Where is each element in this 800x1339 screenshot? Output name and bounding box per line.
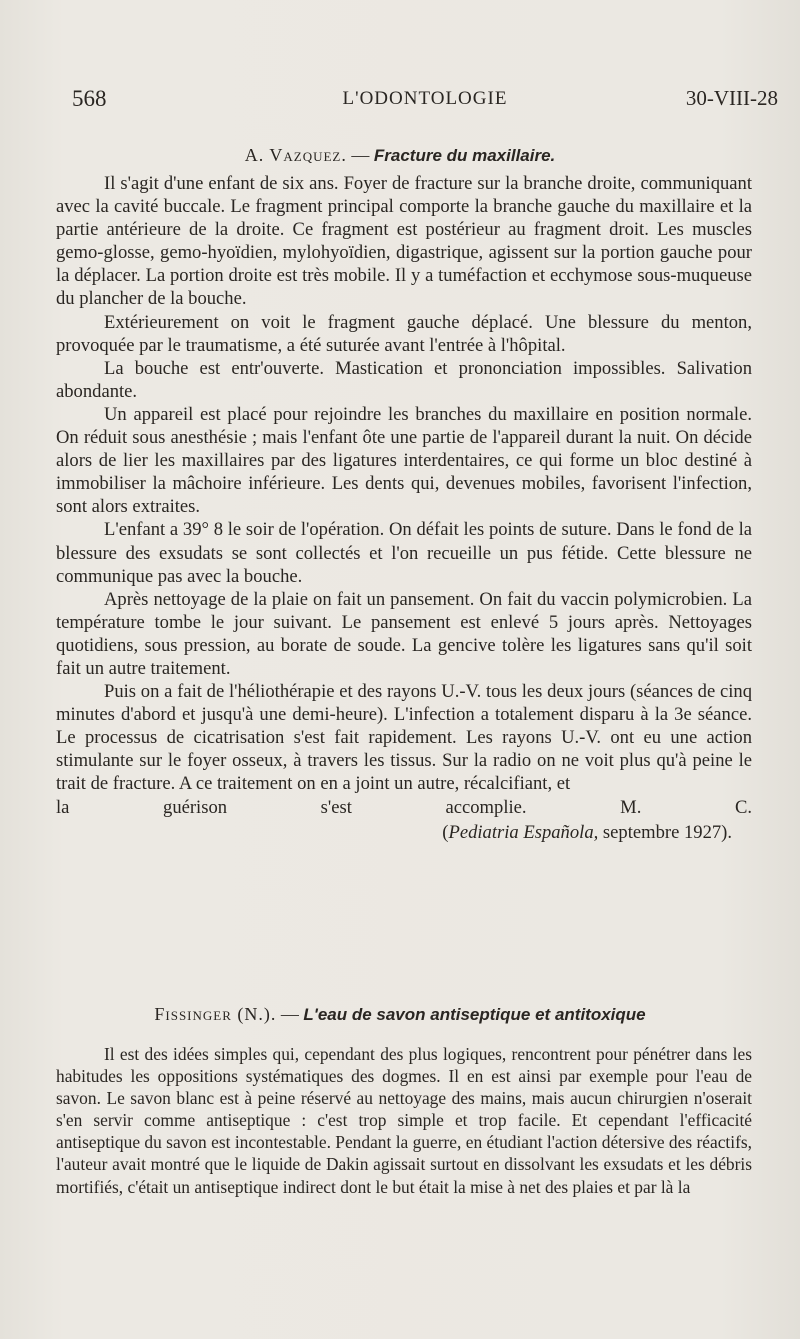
article-1-closing-line — [56, 796, 752, 819]
page-number: 568 — [72, 86, 107, 111]
article-2-title: L'eau de savon antiseptique et antitoxique — [303, 1005, 646, 1024]
source-date: septembre 1927). — [598, 821, 732, 843]
article-1-paragraph: Puis on a fait de l'héliothérapie et des rayons U.-V. tous les deux jours (séances de cinq minutes d'abord et jusqu'à une demi-heure). L'infection a totalement disparu à la 3e séance. Le processus de cicatrisation s'est fait rapidement. Les rayons U.-V. ont eu une action stimulante sur le foyer osseux, à travers les tissus. Sur la radio on ne voit plus qu'à peine le trait de fracture. A ce traitement on en a joint un autre, récalcifiant, et — [56, 681, 752, 795]
article-1-paragraph: La bouche est entr'ouverte. Mastication et prononciation impossibles. Salivation abondante. — [56, 357, 752, 402]
article-1-closing-text: la guérison s'est accomplie. — [56, 796, 527, 818]
article-1-paragraph: Extérieurement on voit le fragment gauche déplacé. Une blessure du menton, provoquée par le traumatisme, a été suturée avant l'entrée à l'hôpital. — [56, 311, 752, 356]
source-open-paren: ( — [442, 821, 449, 843]
article-1-dash: — — [346, 145, 374, 165]
article-2-dash: — — [276, 1004, 304, 1024]
article-1-paragraph: Il s'agit d'une enfant de six ans. Foyer de fracture sur la branche droite, communiquant avec la cavité buccale. Le fragment principal comporte la branche gauche du maxillaire et la partie antérieure de la droite. Ce fragment est postérieur au fragment droit. Les muscles gemo-glosse, gemo-hyoïdien, mylohyoïdien, digastrique, agissent sur la portion gauche pour la déplacer. La portion droite est très mobile. Il y a tuméfaction et ecchymose sous-muqueuse du plancher de la bouche. — [56, 173, 752, 310]
article-1-heading — [0, 144, 800, 167]
running-head — [72, 86, 778, 116]
article-1-author: A. Vazquez. — [244, 145, 347, 165]
article-2-body — [56, 1043, 752, 1198]
article-2-author: Fissinger (N.). — [154, 1004, 277, 1024]
article-1-paragraph: Après nettoyage de la plaie on fait un pansement. On fait du vaccin polymicrobien. La température tombe le jour suivant. Le pansement est enlevé 5 jours après. Nettoyages quotidiens, sous pression, au borate de soude. La gencive tolère les ligatures sans qu'il soit fait un autre traitement. — [56, 588, 752, 679]
article-1-paragraph: Un appareil est placé pour rejoindre les branches du maxillaire en position normale. On réduit sous anesthésie ; mais l'enfant ôte une partie de l'appareil durant la nuit. On décide alors de lier les maxillaires par des ligatures interdentaires, ce qui forme un bloc destiné à immobiliser la mâchoire inférieure. Les dents qui, devenues mobiles, favorisent l'infection, sont alors extraites. — [56, 403, 752, 518]
article-1-signature: M. C. — [620, 796, 752, 818]
journal-title: L'ODONTOLOGIE — [342, 88, 508, 109]
issue-date: 30-VIII-28 — [685, 86, 778, 110]
article-2-heading — [0, 1004, 800, 1025]
article-1-paragraph: L'enfant a 39° 8 le soir de l'opération. On défait les points de suture. Dans le fond de la blessure des exsudats se sont collectés et l'on recueille un pus fétide. Cette blessure ne communique pas avec la bouche. — [56, 519, 752, 587]
article-1-title: Fracture du maxillaire. — [373, 146, 556, 165]
source-journal: Pediatria Española, — [448, 821, 599, 843]
article-2-paragraph: Il est des idées simples qui, cependant des plus logiques, rencontrent pour pénétrer dans les habitudes les oppositions systématiques des dogmes. Il en est ainsi par exemple pour l'eau de savon. Le savon blanc est à peine réservé au nettoyage des mains, mais aucun chirurgien n'oserait s'en servir comme antiseptique : c'est trop simple et trop facile. Et cependant l'efficacité antiseptique du savon est incontestable. Pendant la guerre, en étudiant l'action détersive des réactifs, l'auteur avait montré que le liquide de Dakin agissait surtout en dissolvant les exsudats et les débris mortifiés, c'était un antiseptique indirect dont le but était la mise à net des plaies et par là la — [56, 1044, 752, 1197]
article-1-body — [56, 172, 752, 844]
article-1-source — [56, 821, 752, 844]
